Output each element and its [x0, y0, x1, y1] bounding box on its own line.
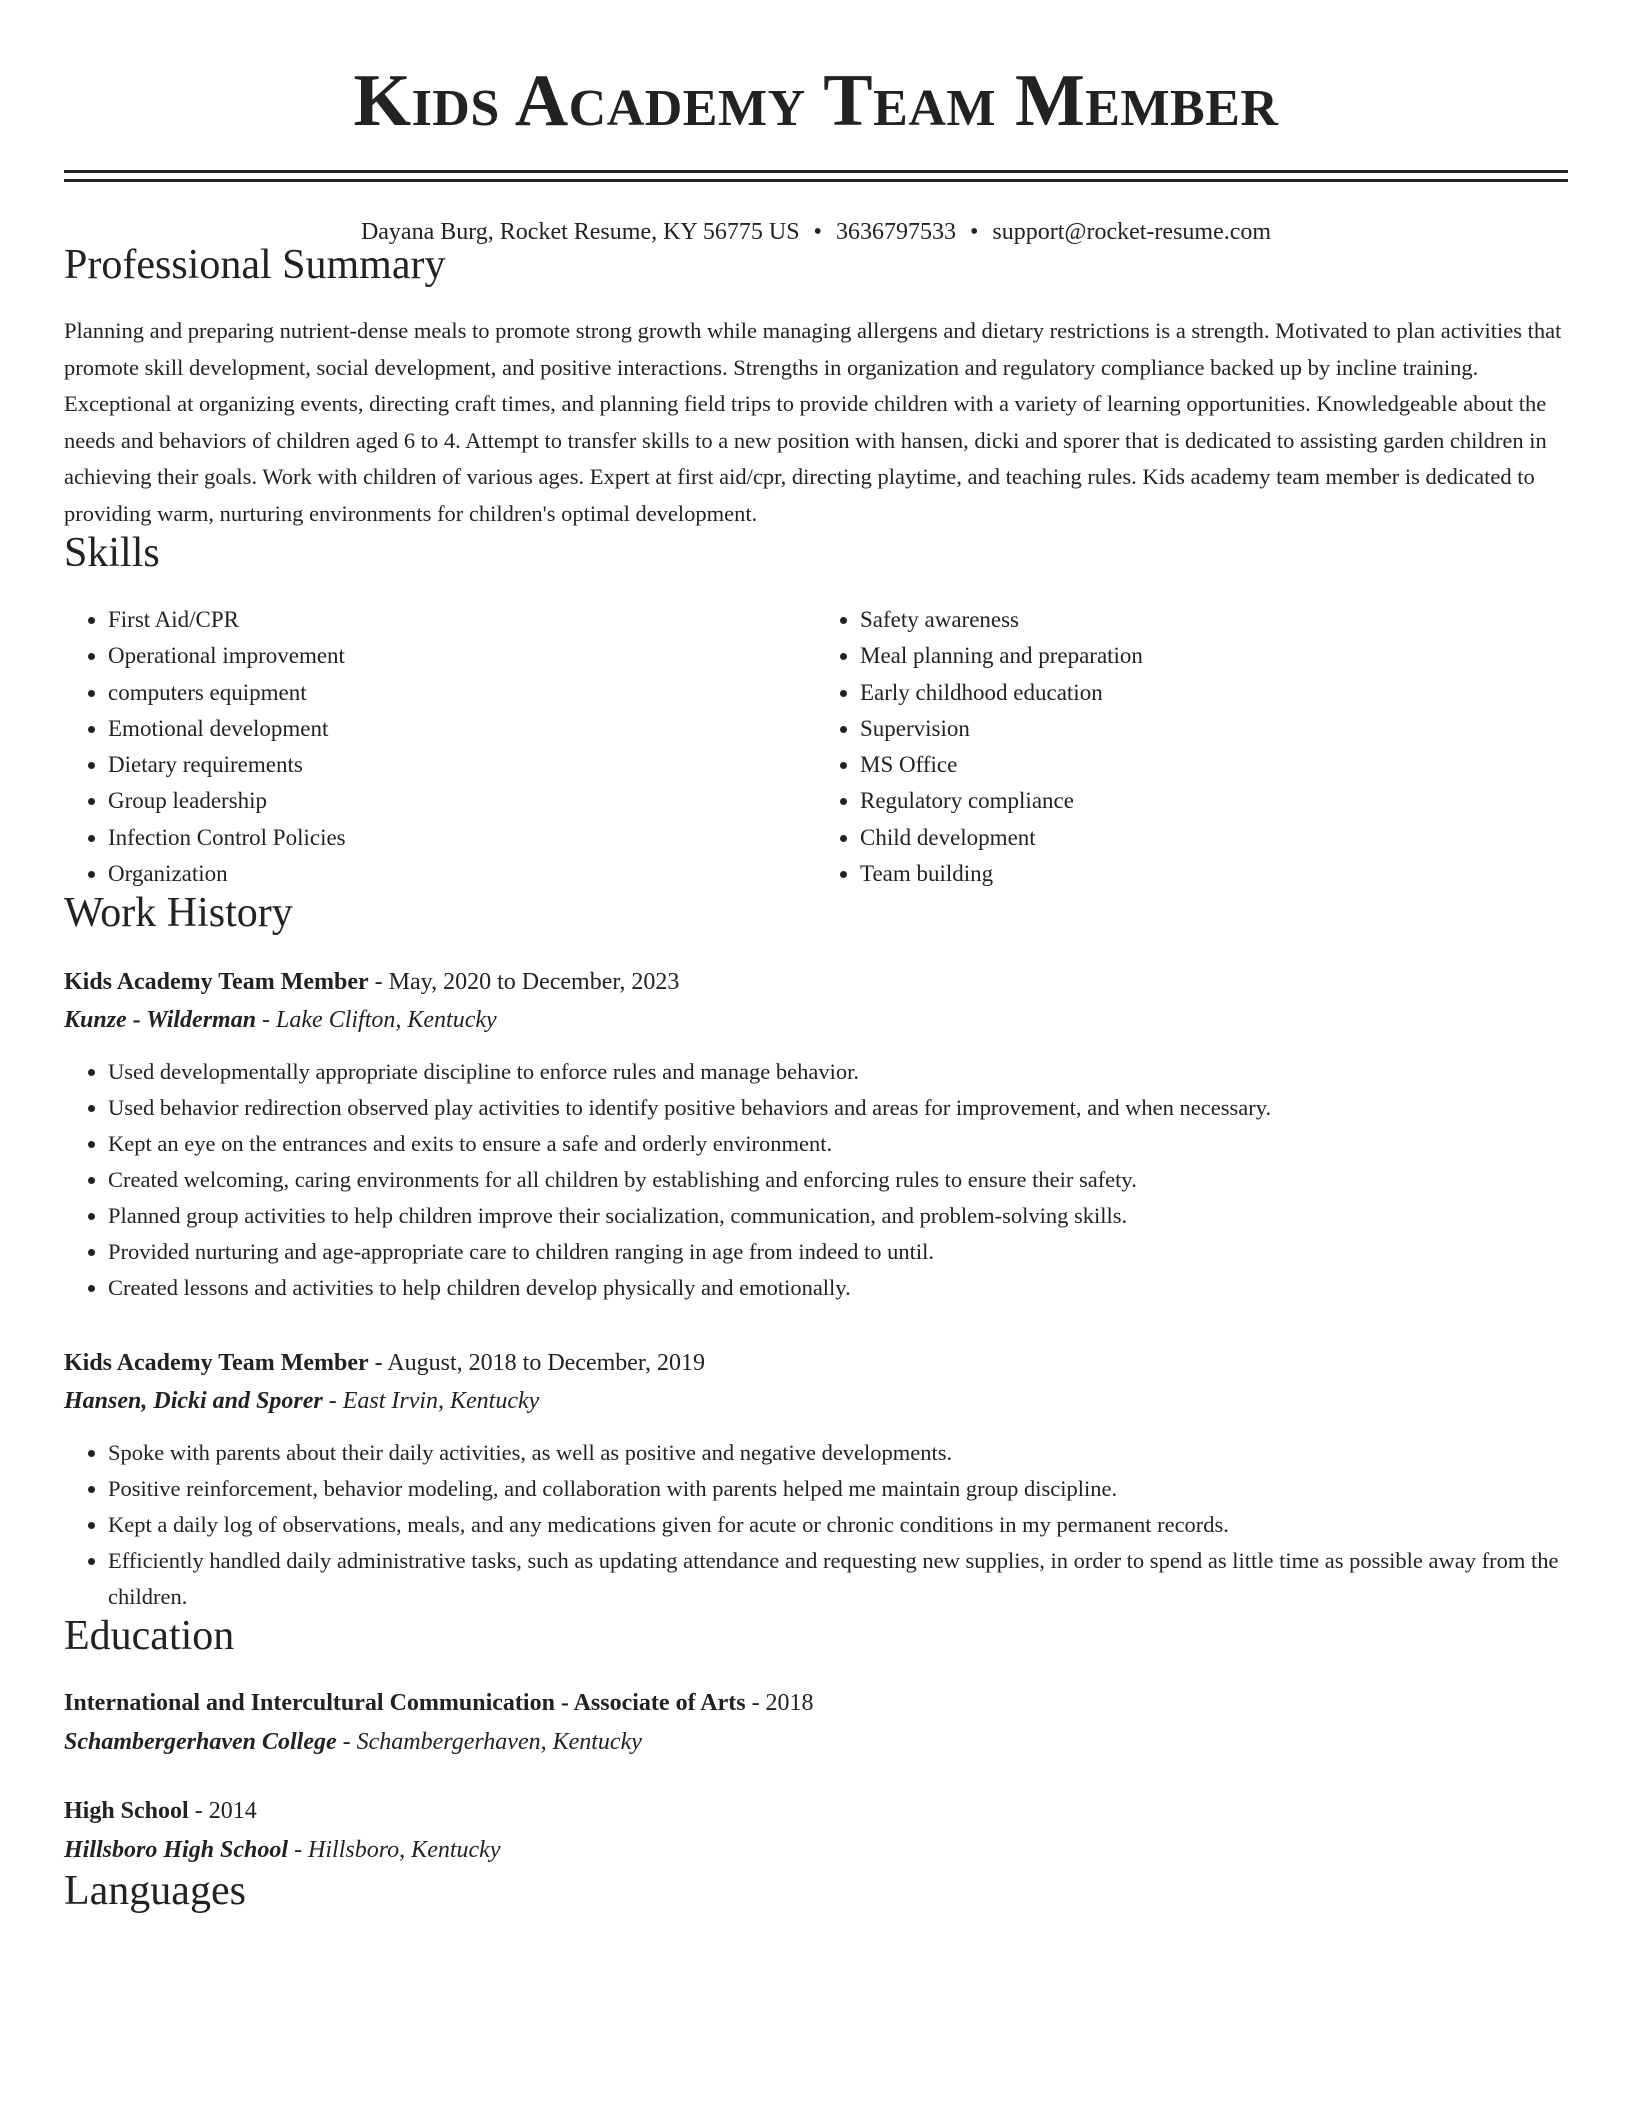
- education-year: - 2014: [188, 1798, 257, 1825]
- skill-item: • MS Office: [860, 747, 1568, 783]
- job-dates: - May, 2020 to December, 2023: [368, 969, 680, 996]
- education-location: - Hillsboro, Kentucky: [288, 1837, 501, 1864]
- job-title-line: [64, 963, 1568, 1001]
- title-divider-bottom: [64, 179, 1568, 182]
- contact-separator: •: [813, 219, 822, 245]
- job-location: - Lake Clifton, Kentucky: [256, 1007, 497, 1034]
- skill-item: • Group leadership: [108, 783, 816, 819]
- job-title: Kids Academy Team Member: [64, 969, 369, 996]
- job-duty-item: • Planned group activities to help children improve their socialization, communication, and problem-solving skills.: [108, 1198, 1568, 1234]
- skills-column-left: [64, 602, 816, 892]
- skill-item: • Safety awareness: [860, 602, 1568, 638]
- job-duty-item: • Created welcoming, caring environments for all children by establishing and enforcing rules to ensure their safety.: [108, 1162, 1568, 1198]
- education-school: Hillsboro High School: [64, 1837, 289, 1864]
- title-divider-top: [64, 170, 1568, 173]
- job-entry: [64, 1344, 1568, 1615]
- skill-item: • Regulatory compliance: [860, 783, 1568, 819]
- education-school-line: [64, 1831, 1568, 1870]
- education-school-line: [64, 1723, 1568, 1762]
- contact-address: Dayana Burg, Rocket Resume, KY 56775 US: [360, 219, 800, 245]
- education-year: - 2018: [745, 1690, 814, 1717]
- languages-heading: Languages: [64, 1868, 246, 1915]
- job-duty-item: • Used behavior redirection observed play activities to identify positive behaviors and areas for improvement, and when necessary.: [108, 1090, 1568, 1126]
- summary-heading: Professional Summary: [64, 242, 446, 288]
- education-school: Schambergerhaven College: [64, 1729, 337, 1756]
- job-duty-item: • Kept a daily log of observations, meals, and any medications given for acute or chronic conditions in my permanent records.: [108, 1507, 1568, 1543]
- skill-item: • computers equipment: [108, 675, 816, 711]
- contact-separator: •: [969, 219, 979, 245]
- contact-line: [64, 220, 1568, 244]
- education-degree-line: [64, 1684, 1568, 1723]
- resume-title: Kids Academy Team Member: [353, 60, 1279, 142]
- skill-item: • Infection Control Policies: [108, 820, 816, 856]
- job-duty-item: • Positive reinforcement, behavior modeling, and collaboration with parents helped me maintain group discipline.: [108, 1471, 1568, 1507]
- job-duty-item: • Efficiently handled daily administrative tasks, such as updating attendance and requesting new supplies, in order to spend as little time as possible away from the children.: [108, 1543, 1568, 1615]
- job-duty-item: • Spoke with parents about their daily activities, as well as positive and negative developments.: [108, 1435, 1568, 1471]
- skill-item: • Early childhood education: [860, 675, 1568, 711]
- education-heading: Education: [64, 1613, 235, 1660]
- skill-item: • Child development: [860, 820, 1568, 856]
- job-dates: - August, 2018 to December, 2019: [368, 1350, 705, 1377]
- skill-item: • Organization: [108, 856, 816, 892]
- skill-item: • Meal planning and preparation: [860, 638, 1568, 674]
- skill-item: • Operational improvement: [108, 638, 816, 674]
- education-entry: [64, 1684, 1568, 1762]
- summary-text: Planning and preparing nutrient-dense meals to promote strong growth while managing allergens and dietary restrictions is a strength. Motivated to plan activities that promote skill development, social development, and positive interactions. Strengths in organization and regulatory compliance backed up by incline training. Exceptional at organizing events, directing craft times, and planning field trips to provide children with a variety of learning opportunities. Knowledgeable about the needs and behaviors of children aged 6 to 4. Attempt to transfer skills to a new position with hansen, dicki and sporer that is dedicated to assisting garden children in achieving their goals. Work with children of various ages. Expert at first aid/cpr, directing playtime, and teaching rules. Kids academy team member is dedicated to providing warm, nurturing environments for children's optimal development.: [64, 318, 1562, 526]
- contact-phone: 3636797533: [835, 219, 956, 245]
- education-degree-line: [64, 1792, 1568, 1831]
- skill-item: • Emotional development: [108, 711, 816, 747]
- job-company: Kunze - Wilderman: [64, 1007, 257, 1034]
- skills-column-right: [816, 602, 1568, 892]
- job-company-line: [64, 1382, 1568, 1420]
- job-duty-item: • Created lessons and activities to help children develop physically and emotionally.: [108, 1270, 1568, 1306]
- job-duty-item: • Provided nurturing and age-appropriate care to children ranging in age from indeed to until.: [108, 1234, 1568, 1270]
- job-duties: [64, 1435, 1568, 1615]
- job-entry: [64, 963, 1568, 1306]
- job-title-line: [64, 1344, 1568, 1382]
- skill-item: • Dietary requirements: [108, 747, 816, 783]
- skill-item: • First Aid/CPR: [108, 602, 816, 638]
- skill-item: • Team building: [860, 856, 1568, 892]
- skills-list: [64, 602, 1568, 892]
- education-location: - Schambergerhaven, Kentucky: [336, 1729, 642, 1756]
- job-duty-item: • Kept an eye on the entrances and exits to ensure a safe and orderly environment.: [108, 1126, 1568, 1162]
- job-title: Kids Academy Team Member: [64, 1350, 369, 1377]
- work-history-heading: Work History: [64, 890, 293, 937]
- contact-email: support@rocket-resume.com: [992, 219, 1272, 245]
- skill-item: • Supervision: [860, 711, 1568, 747]
- skills-heading: Skills: [64, 530, 160, 576]
- education-degree: International and Intercultural Communication - Associate of Arts: [64, 1690, 746, 1717]
- job-company: Hansen, Dicki and Sporer: [64, 1388, 323, 1415]
- job-company-line: [64, 1001, 1568, 1039]
- job-duty-item: • Used developmentally appropriate discipline to enforce rules and manage behavior.: [108, 1054, 1568, 1090]
- job-duties: [64, 1054, 1568, 1306]
- education-degree: High School: [64, 1798, 189, 1825]
- job-location: - East Irvin, Kentucky: [322, 1388, 540, 1415]
- education-entry: [64, 1792, 1568, 1870]
